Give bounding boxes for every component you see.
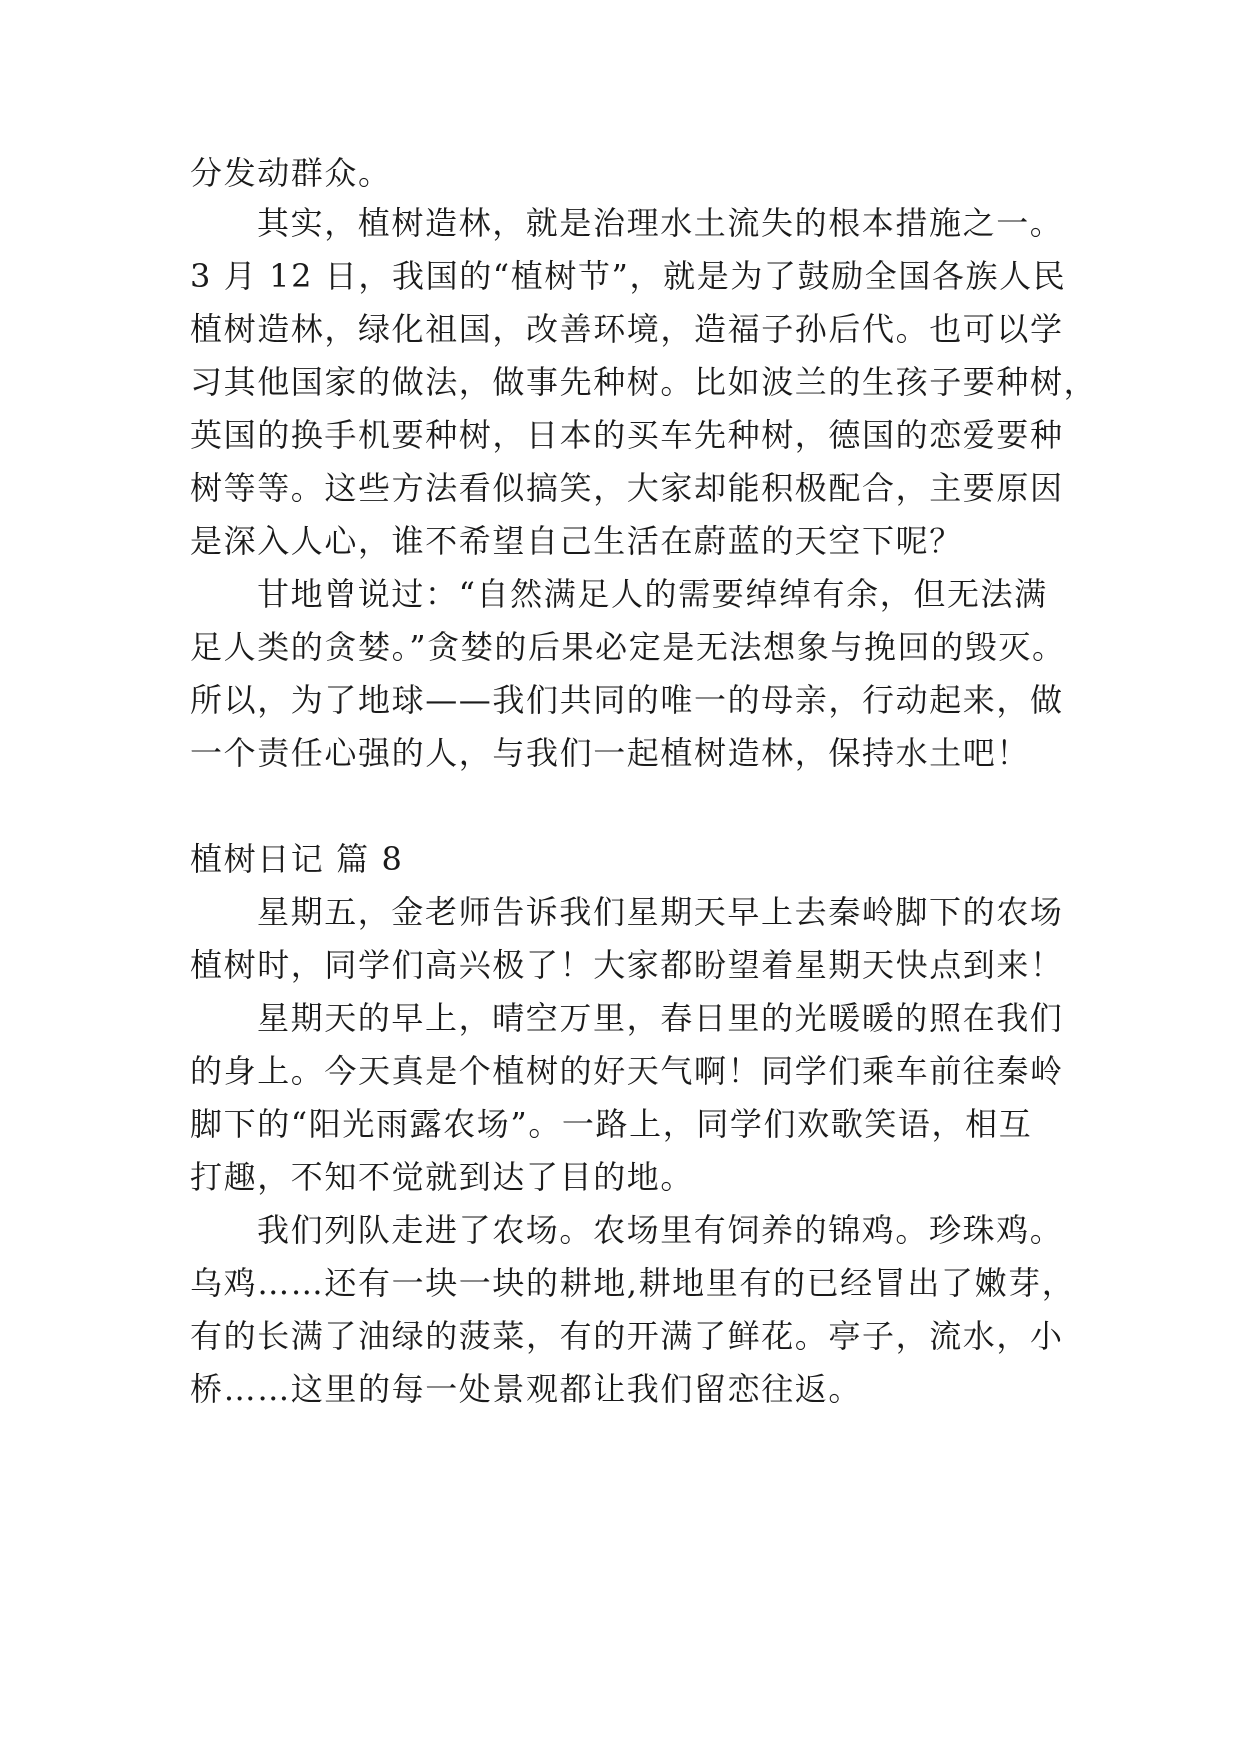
text-line: 乌鸡……还有一块一块的耕地,耕地里有的已经冒出了嫩芽， — [190, 1264, 1076, 1302]
text-line: 有的长满了油绿的菠菜，有的开满了鲜花。亭子，流水，小 — [190, 1317, 1064, 1355]
text-line: 所以，为了地球——我们共同的唯一的母亲，行动起来，做 — [190, 681, 1064, 719]
text-line: 植树造林，绿化祖国，改善环境，造福子孙后代。也可以学 — [190, 310, 1064, 348]
text-line: 星期五，金老师告诉我们星期天早上去秦岭脚下的农场 — [257, 893, 1064, 931]
text-line: 其实，植树造林，就是治理水土流失的根本措施之一。 — [257, 204, 1064, 242]
text-line: 树等等。这些方法看似搞笑，大家却能积极配合，主要原因 — [190, 469, 1064, 507]
text-line: 的身上。今天真是个植树的好天气啊！同学们乘车前往秦岭 — [190, 1052, 1064, 1090]
text-line: 分发动群众。 — [190, 154, 392, 192]
section-heading: 植树日记 篇 8 — [190, 840, 404, 878]
text-line: 打趣，不知不觉就到达了目的地。 — [190, 1158, 695, 1196]
text-line: 星期天的早上，晴空万里，春日里的光暖暖的照在我们 — [257, 999, 1064, 1037]
text-line: 脚下的“阳光雨露农场”。一路上，同学们欢歌笑语，相互 — [190, 1105, 1033, 1143]
text-line: 桥……这里的每一处景观都让我们留恋往返。 — [190, 1370, 863, 1408]
text-line: 甘地曾说过：“自然满足人的需要绰绰有余，但无法满 — [257, 575, 1048, 613]
text-line: 一个责任心强的人，与我们一起植树造林，保持水土吧！ — [190, 734, 1031, 772]
text-line: 我们列队走进了农场。农场里有饲养的锦鸡。珍珠鸡。 — [257, 1211, 1064, 1249]
text-line: 植树时，同学们高兴极了！大家都盼望着星期天快点到来！ — [190, 946, 1064, 984]
text-line: 3 月 12 日，我国的“植树节”，就是为了鼓励全国各族人民 — [190, 257, 1067, 295]
text-line: 足人类的贪婪。”贪婪的后果必定是无法想象与挽回的毁灭。 — [190, 628, 1066, 666]
text-line: 习其他国家的做法，做事先种树。比如波兰的生孩子要种树， — [190, 363, 1098, 401]
text-line: 是深入人心，谁不希望自己生活在蔚蓝的天空下呢？ — [190, 522, 963, 560]
text-line: 英国的换手机要种树，日本的买车先种树，德国的恋爱要种 — [190, 416, 1064, 454]
